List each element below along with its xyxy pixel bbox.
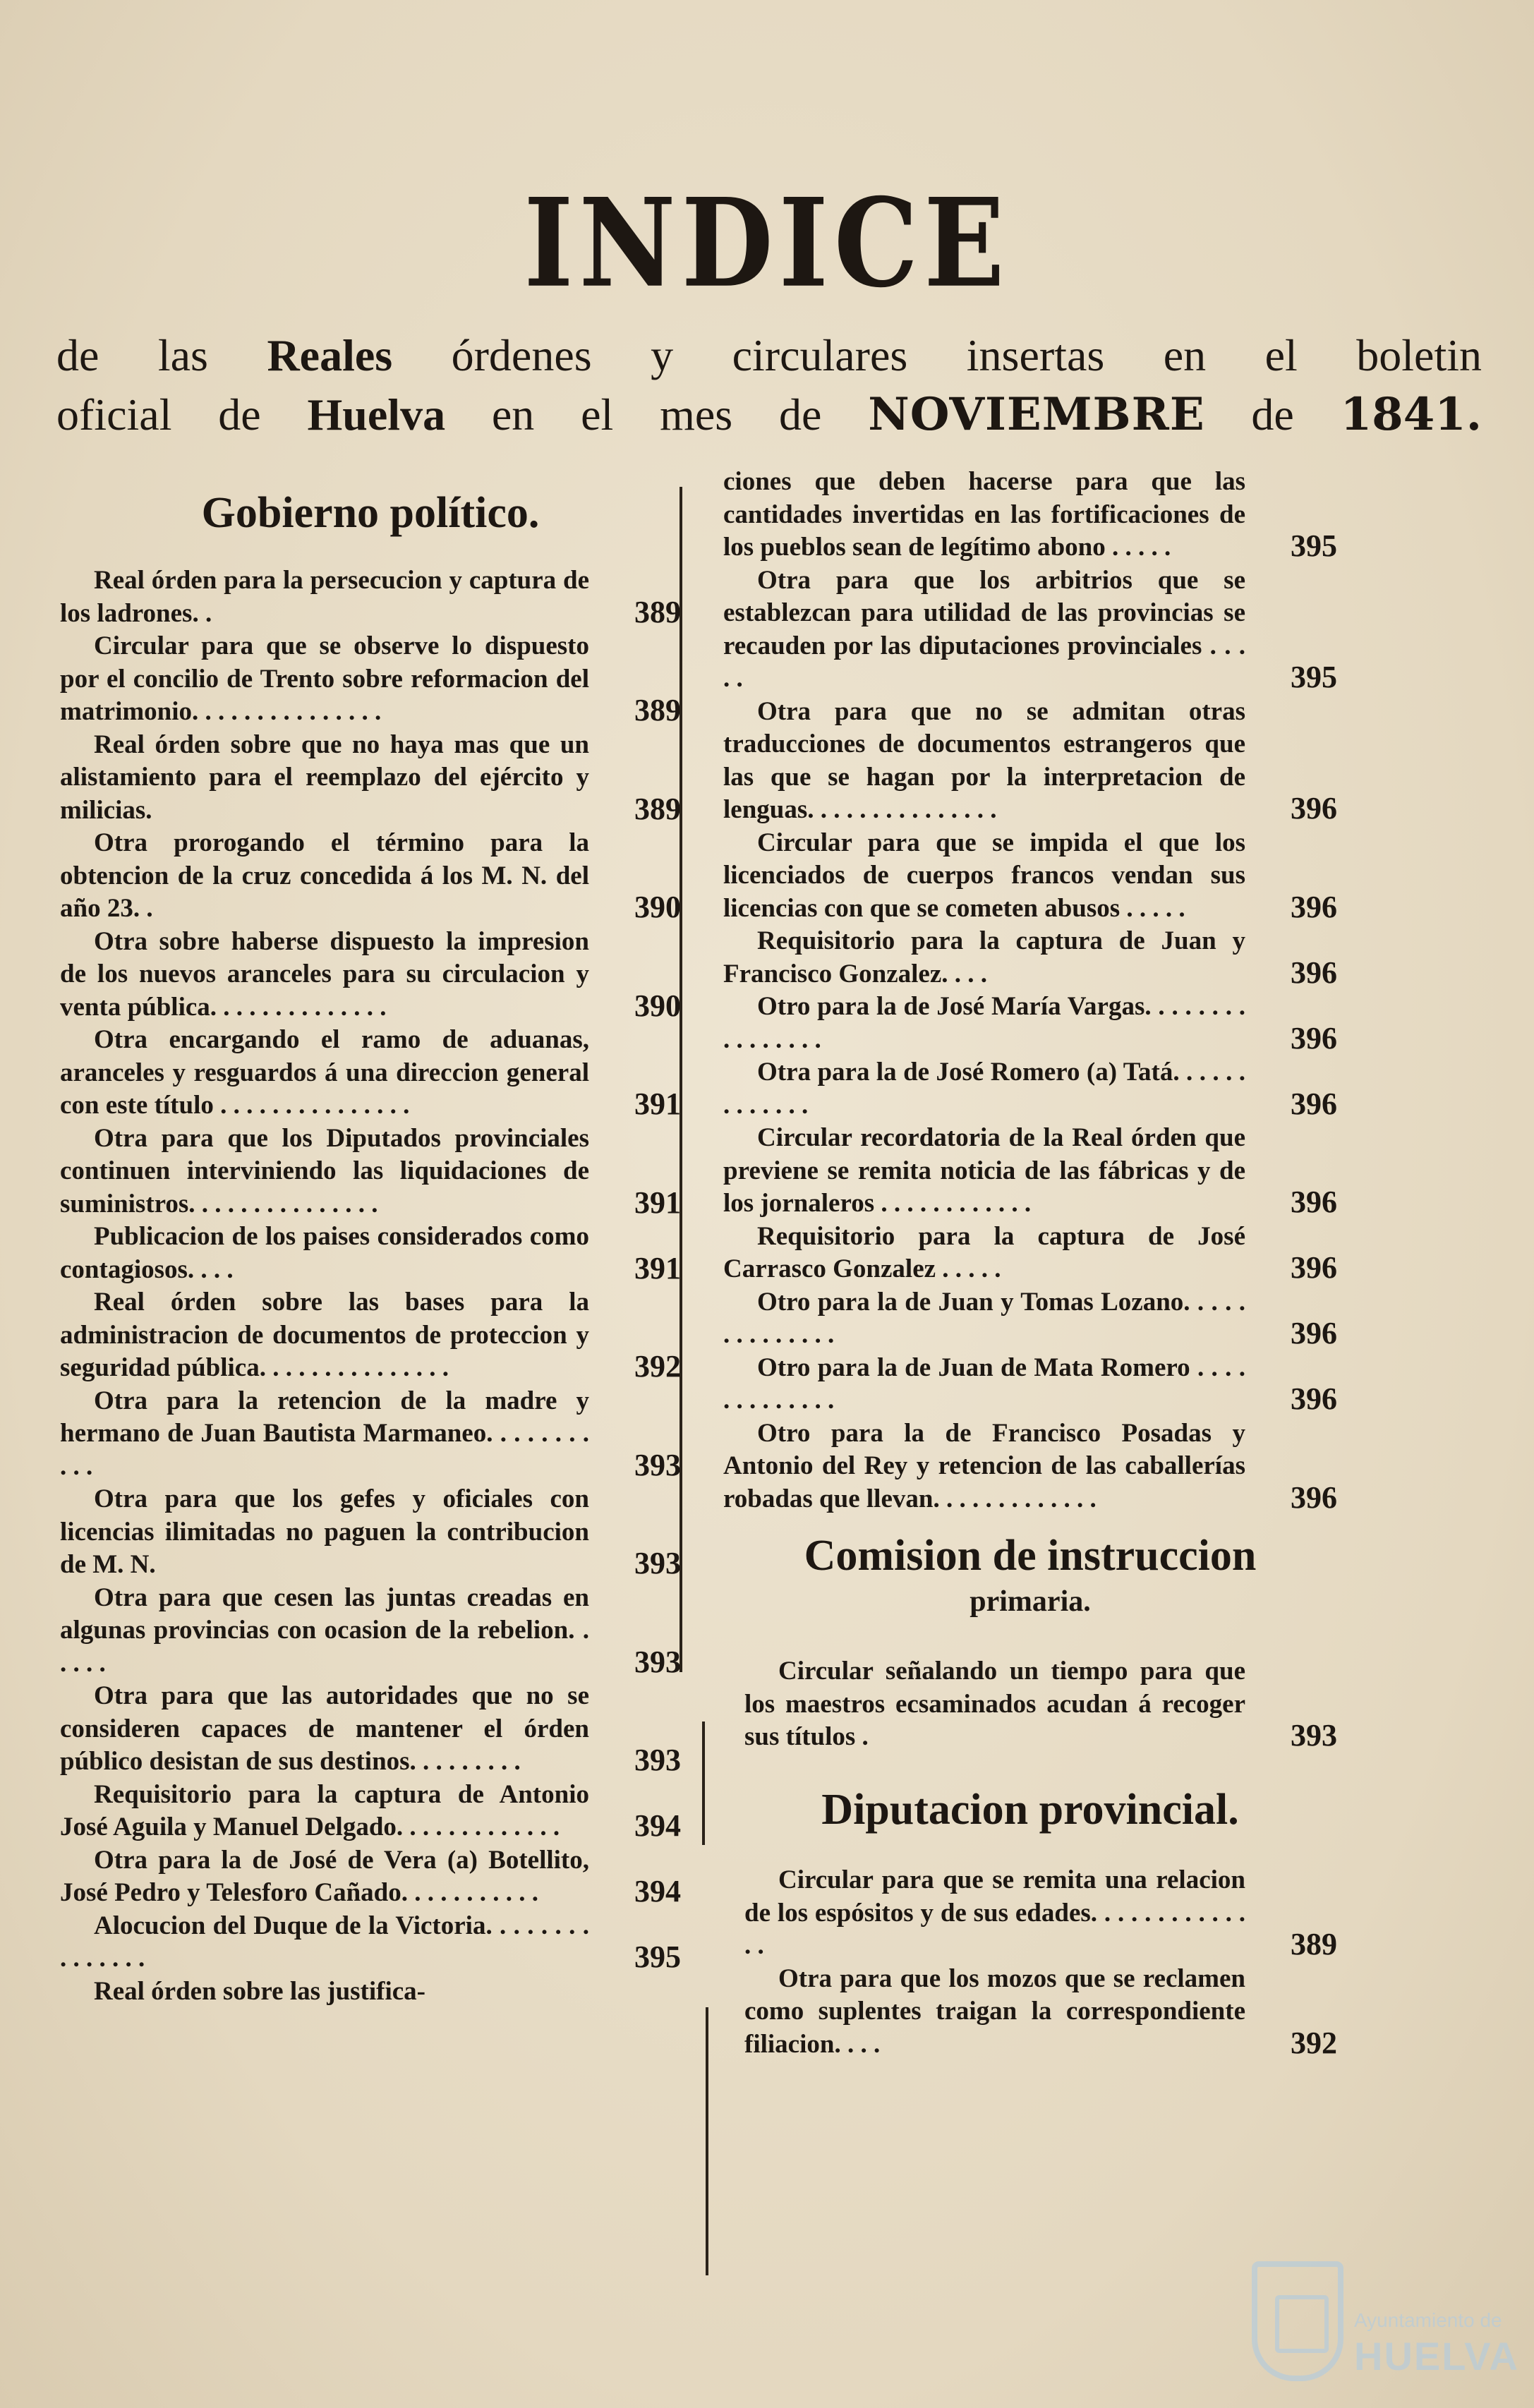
entry-text: Alocucion del Duque de la Victoria. . . . . . . . . . . . . . .	[60, 1911, 589, 1973]
index-entry	[723, 466, 1337, 564]
entry-page-number: 389	[1291, 1927, 1337, 1962]
left-column	[60, 466, 681, 2008]
index-entry	[723, 827, 1337, 926]
entry-text: Otra para que los arbitrios que se establezcan para utilidad de las provincias se recauden por las diputaciones provinciales . . . . .	[723, 565, 1245, 693]
subtitle-line-2: oficial de Huelva en el mes de NOVIEMBRE de 1841.	[56, 388, 1482, 441]
entry-page-number: 394	[634, 1874, 681, 1909]
entry-text: Otra para que no se admitan otras traducciones de documentos estrangeros que las que se hagan por la interpretacion de lenguas. . . . . . . . . . . . . . .	[723, 696, 1245, 824]
entry-text: Otra para que las autoridades que no se consideren capaces de mantener el órden público desistan de sus destinos. . . . . . . . .	[60, 1681, 589, 1777]
entry-text: Circular señalando un tiempo para que los maestros ecsaminados acudan á recoger sus títulos .	[744, 1657, 1245, 1752]
index-entry	[744, 1864, 1337, 1963]
column-divider-mid	[702, 1722, 705, 1845]
entry-text: Real órden para la persecucion y captura de los ladrones. .	[60, 566, 589, 628]
entry-page-number: 393	[634, 1546, 681, 1581]
section-subheading-instruccion: primaria.	[970, 1585, 1091, 1619]
index-entry	[744, 1963, 1337, 2062]
entry-text: Circular para que se remita una relacion de los espósitos y de sus edades. . . . . . . . . . . . . .	[744, 1865, 1245, 1961]
entry-page-number: 391	[634, 1185, 681, 1220]
index-entry	[60, 1582, 681, 1681]
entry-page-number: 395	[1291, 528, 1337, 563]
index-entry	[60, 1779, 681, 1844]
index-entry	[60, 1024, 681, 1123]
instruccion-entry-list	[723, 1655, 1337, 1754]
index-entry	[60, 1910, 681, 1976]
index-entry	[723, 1286, 1337, 1352]
index-entry	[60, 1221, 681, 1286]
index-entry	[723, 564, 1337, 696]
index-entry	[60, 1286, 681, 1385]
entry-page-number: 396	[1291, 1086, 1337, 1121]
entry-page-number: 396	[1291, 1185, 1337, 1219]
column-divider-bottom	[706, 2007, 708, 2275]
index-entry	[723, 1221, 1337, 1286]
index-entry	[723, 1122, 1337, 1221]
entry-page-number: 389	[634, 594, 681, 629]
section-heading-gobierno: Gobierno político.	[201, 489, 540, 537]
entry-page-number: 395	[1291, 660, 1337, 694]
index-entry	[744, 1655, 1337, 1754]
entry-text: ciones que deben hacerse para que las cantidades invertidas en las fortificaciones de los pueblos sean de legítimo abono . . . . .	[723, 467, 1245, 562]
entry-text: Otra para que los Diputados provinciales continuen interviniendo las liquidaciones de suministros. . . . . . . . . . . . . . .	[60, 1123, 589, 1218]
index-entry	[60, 827, 681, 926]
entry-text: Otra para la retencion de la madre y hermano de Juan Bautista Marmaneo. . . . . . . . . . .	[60, 1386, 589, 1481]
entry-page-number: 390	[634, 890, 681, 925]
entry-text: Requisitorio para la captura de Antonio José Aguila y Manuel Delgado. . . . . . . . . . . . .	[60, 1779, 589, 1842]
city-crest-icon	[1252, 2261, 1343, 2381]
entry-text: Otra prorogando el término para la obtencion de la cruz concedida á los M. N. del año 23. .	[60, 828, 589, 924]
index-entry	[60, 1976, 681, 2009]
document-subtitle	[56, 326, 1482, 444]
index-entry	[60, 926, 681, 1024]
index-entry	[60, 1123, 681, 1221]
index-entry	[723, 991, 1337, 1056]
index-entry	[723, 1352, 1337, 1417]
entry-text: Otra para la de José de Vera (a) Botellito, José Pedro y Telesforo Cañado. . . . . . . . . . .	[60, 1845, 589, 1908]
entry-page-number: 391	[634, 1250, 681, 1285]
entry-text: Real órden sobre las justifica-	[94, 1976, 425, 2006]
entry-page-number: 396	[1291, 955, 1337, 990]
entry-page-number: 393	[634, 1743, 681, 1778]
right-column	[723, 466, 1337, 2061]
entry-text: Requisitorio para la captura de José Carrasco Gonzalez . . . . .	[723, 1221, 1245, 1283]
entry-page-number: 396	[1291, 1250, 1337, 1285]
entry-text: Circular para que se impida el que los licenciados de cuerpos francos vendan sus licencias con que se cometen abusos . . . . .	[723, 828, 1245, 923]
entry-page-number: 396	[1291, 1316, 1337, 1350]
entry-page-number: 396	[1291, 791, 1337, 825]
month-name: NOVIEMBRE	[868, 388, 1205, 441]
entry-text: Requisitorio para la captura de Juan y Francisco Gonzalez. . . .	[723, 926, 1245, 988]
section-heading-instruccion: Comision de instruccion	[804, 1532, 1257, 1580]
entry-text: Circular recordatoria de la Real órden que previene se remita noticia de las fábricas y de los jornaleros . . . . . . . . . . . .	[723, 1123, 1245, 1218]
index-entry	[60, 564, 681, 630]
entry-text: Otro para la de Juan y Tomas Lozano. . . . . . . . . . . . . .	[723, 1287, 1245, 1349]
diputacion-entry-list	[723, 1864, 1337, 2061]
index-entry	[60, 1844, 681, 1910]
entry-text: Otra para que cesen las juntas creadas en algunas provincias con ocasion de la rebelion. . . . . .	[60, 1583, 589, 1678]
index-entry	[60, 1680, 681, 1779]
entry-text: Otra para la de José Romero (a) Tatá. . . . . . . . . . . . .	[723, 1058, 1245, 1120]
entry-page-number: 389	[634, 791, 681, 826]
entry-text: Otra sobre haberse dispuesto la impresion de los nuevos aranceles para su circulacion y venta pública. . . . . . . . . . . . . .	[60, 926, 589, 1022]
entry-page-number: 392	[1291, 2025, 1337, 2060]
subtitle-line-1: de las Reales órdenes y circulares insertas en el boletin	[56, 330, 1482, 380]
index-entry	[60, 1385, 681, 1484]
index-entry	[723, 1417, 1337, 1516]
entry-page-number: 394	[634, 1808, 681, 1844]
section-heading-diputacion: Diputacion provincial.	[821, 1785, 1239, 1834]
index-entry	[723, 1056, 1337, 1122]
index-entry	[723, 925, 1337, 991]
entry-text: Otra para que los gefes y oficiales con licencias ilimitadas no paguen la contribucion de M. N.	[60, 1484, 589, 1580]
continued-entry-list	[723, 466, 1337, 1515]
entry-page-number: 393	[634, 1447, 681, 1482]
entry-page-number: 389	[634, 693, 681, 728]
index-entry	[60, 729, 681, 828]
index-entry	[60, 1483, 681, 1582]
entry-text: Otro para la de José María Vargas. . . . . . . . . . . . . . . .	[723, 992, 1245, 1054]
entry-page-number: 396	[1291, 1480, 1337, 1515]
entry-text: Circular para que se observe lo dispuesto por el concilio de Trento sobre reformacion del matrimonio. . . . . . . . . . . . . . .	[60, 631, 589, 727]
entry-text: Otro para la de Francisco Posadas y Antonio del Rey y retencion de las caballerías robadas que llevan. . . . . . . . . . . . .	[723, 1418, 1245, 1513]
page-title: INDICE	[524, 171, 1010, 315]
entry-text: Real órden sobre las bases para la administracion de documentos de proteccion y seguridad pública. . . . . . . . . . . . . . .	[60, 1288, 589, 1383]
entry-text: Otra para que los mozos que se reclamen como suplentes traigan la correspondiente filiacion. . . .	[744, 1964, 1245, 2059]
entry-page-number: 393	[1291, 1718, 1337, 1753]
watermark-small-text: Ayuntamiento de	[1354, 2309, 1502, 2331]
year: 1841.	[1340, 388, 1482, 441]
entry-page-number: 396	[1291, 1020, 1337, 1055]
entry-text: Real órden sobre que no haya mas que un alistamiento para el reemplazo del ejército y milicias.	[60, 730, 589, 825]
watermark	[1252, 2254, 1519, 2388]
entry-text: Otra encargando el ramo de aduanas, aranceles y resguardos á una direccion general con este título . . . . . . . . . . . . . . .	[60, 1025, 589, 1120]
index-entry	[723, 696, 1337, 827]
index-entry	[60, 630, 681, 729]
gobierno-entry-list	[60, 564, 681, 2008]
entry-page-number: 391	[634, 1087, 681, 1122]
entry-page-number: 395	[634, 1940, 681, 1975]
entry-page-number: 392	[634, 1349, 681, 1384]
entry-page-number: 393	[634, 1644, 681, 1679]
entry-page-number: 396	[1291, 1381, 1337, 1416]
watermark-big-text: HUELVA	[1354, 2334, 1519, 2378]
entry-page-number: 396	[1291, 889, 1337, 924]
entry-page-number: 390	[634, 988, 681, 1023]
entry-text: Otro para la de Juan de Mata Romero . . . . . . . . . . . . .	[723, 1353, 1245, 1415]
entry-text: Publicacion de los paises considerados como contagiosos. . . .	[60, 1222, 589, 1284]
